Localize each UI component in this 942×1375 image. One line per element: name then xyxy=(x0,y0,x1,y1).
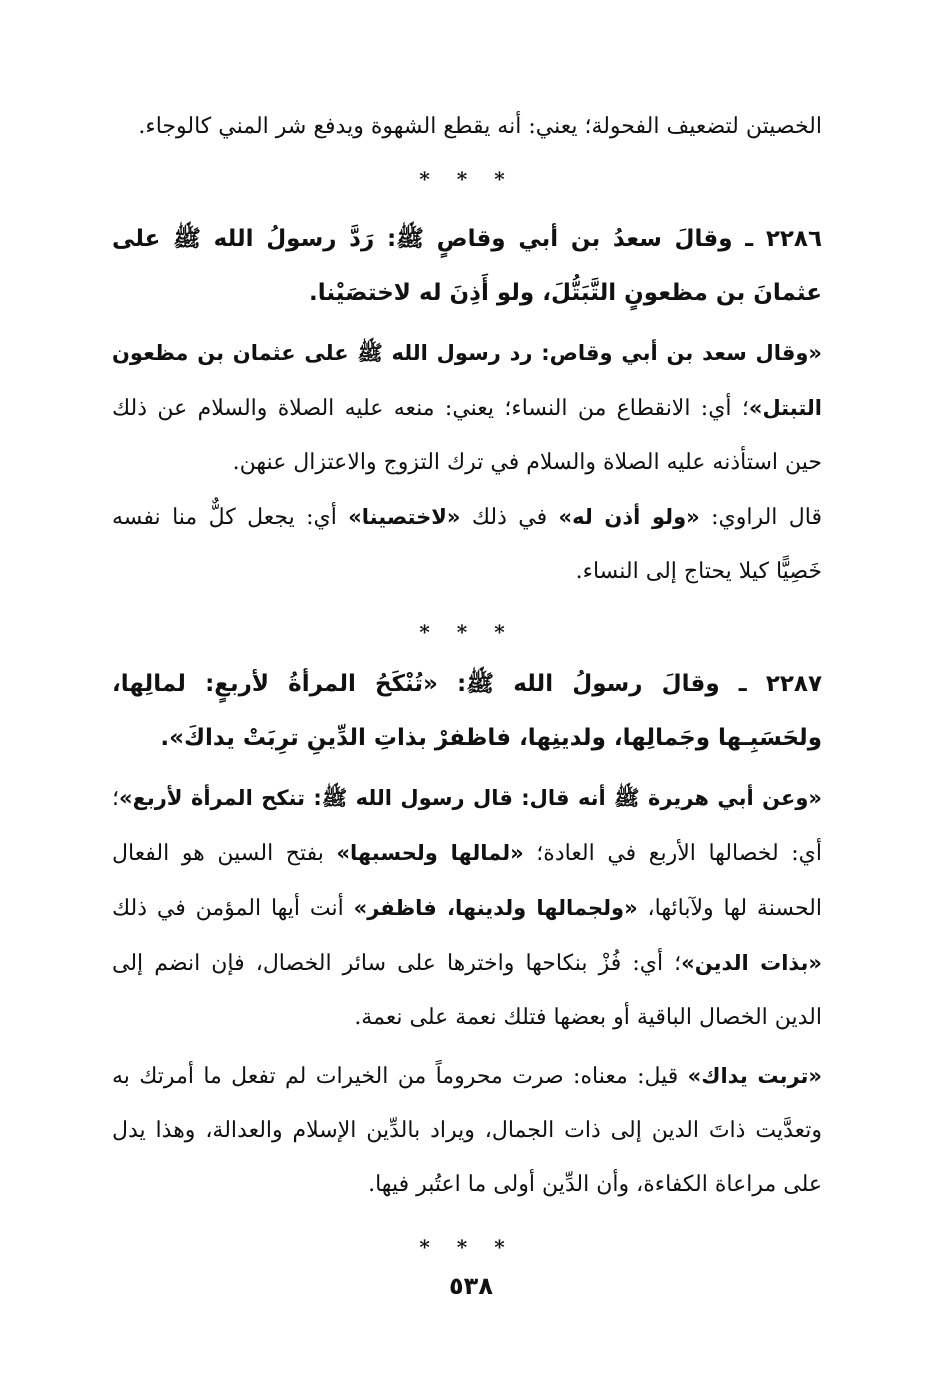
hadith-2286: ٢٢٨٦ ـ وقالَ سعدُ بن أبي وقاصٍ ﷺ: رَدَّ رسولُ الله ﷺ على عثمانَ بن مظعونٍ التَّبَتُّلَ، ولو أَذِنَ له لاختصَيْنا. xyxy=(112,226,822,306)
commentary-text: في ذلك xyxy=(460,505,559,530)
commentary-text: قال الراوي: xyxy=(699,505,823,530)
hadith-2287: ٢٢٨٧ ـ وقالَ رسولُ الله ﷺ: «تُنْكَحُ المرأةُ لأربعٍ: لمالِها، ولحَسَبِـها وجَمالِها، ولدينِها، فاظفرْ بذاتِ الدِّينِ ترِبَتْ يداكَ». xyxy=(112,671,822,751)
commentary-2286-para-2 xyxy=(112,490,822,599)
commentary-2287-para-2 xyxy=(112,1049,822,1212)
commentary-text: قيل: معناه: صرت محروماً من الخيرات لم تفعل ما أمرتك به وتعدَّيت ذاتَ الدين إلى ذات الجمال، ويراد بالدِّين الإسلام والعدالة، وهذا يدل على مراعاة الكفاءة، وأن الدِّين أولى ما اعتُبر فيها. xyxy=(112,1064,822,1197)
commentary-2286-para-1 xyxy=(112,326,822,490)
commentary-text: أنت أيها المؤمن في ذلك xyxy=(112,896,354,921)
commentary-2286-text: ؛ أي: الانقطاع من النساء؛ يعني: منعه عليه الصلاة والسلام عن ذلك حين استأذنه عليه الصلاة والسلام في ترك التزوج والاعتزال عنهن. xyxy=(112,396,822,475)
separator-3: * * * xyxy=(419,1235,515,1259)
commentary-text: بفتح السين هو الفعال الحسنة لها ولآبائها، xyxy=(112,841,822,921)
commentary-quote: «وعن أبي هريرة ﷺ أنه قال: قال رسول الله ﷺ: تنكح المرأة لأربع» xyxy=(119,786,822,810)
separator-2: * * * xyxy=(419,620,515,644)
commentary-quote: «بذات الدين» xyxy=(681,951,822,975)
commentary-2286-quote: «وقال سعد بن أبي وقاص: رد رسول الله ﷺ على عثمان بن مظعون التبتل» xyxy=(112,341,822,420)
commentary-2287-para-1 xyxy=(112,771,822,1045)
commentary-text: ؛ أي: فُزْ بنكاحها واخترها على سائر الخصال، فإن انضم إلى الدين الخصال الباقية أو بعضها فتلك نعمة على نعمة. xyxy=(112,951,822,1030)
separator-1: * * * xyxy=(419,167,515,191)
commentary-quote: «لاختصينا» xyxy=(348,505,461,529)
page-body xyxy=(112,100,822,1262)
commentary-quote: «تربت يداك» xyxy=(687,1064,822,1088)
commentary-text: ؛ أي: لخصالها الأربع في العادة؛ xyxy=(112,786,822,866)
commentary-quote: «ولجمالها ولدينها، فاظفر» xyxy=(353,896,638,920)
top-line: الخصيتن لتضعيف الفحولة؛ يعني: أنه يقطع الشهوة ويدفع شر المني كالوجاء. xyxy=(138,114,822,139)
commentary-quote: «لمالها ولحسبها» xyxy=(336,841,524,865)
commentary-quote: «ولو أذن له» xyxy=(558,505,700,529)
page-number: ٥٣٨ xyxy=(449,1272,493,1300)
commentary-text: أي: يجعل كلٌّ منا نفسه خَصِيًّا كيلا يحتاج إلى النساء. xyxy=(112,505,822,584)
